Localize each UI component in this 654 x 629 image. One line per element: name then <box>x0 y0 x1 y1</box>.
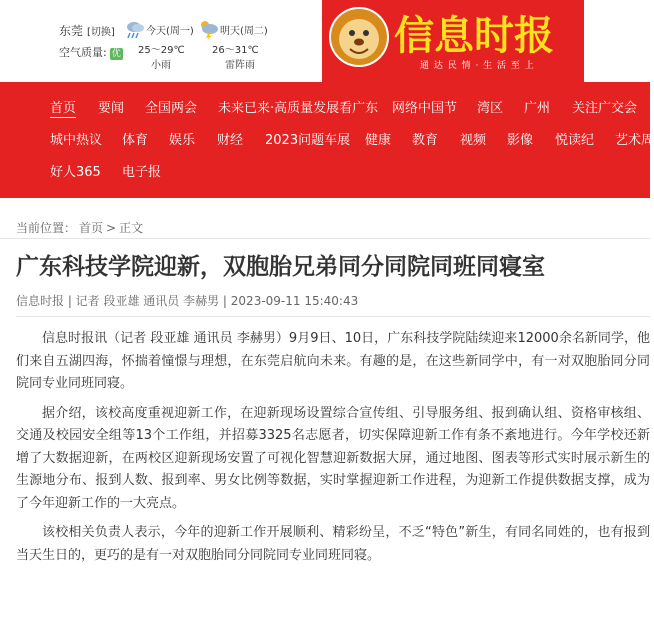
city-name: 东莞 <box>59 24 84 38</box>
site-header <box>0 0 650 82</box>
tomorrow-temp: 26～31℃ <box>212 45 259 56</box>
today-condition: 小雨 <box>151 60 171 71</box>
article-paragraph: 该校相关负责人表示，今年的迎新工作开展顺利、精彩纷呈，不乏“特色”新生，有同名同姓的，也有报到当天生日的，更巧的是有一对双胞胎同分同院同专业同班同寝。 <box>16 525 650 563</box>
nav-item-education[interactable]: 教育 <box>412 133 439 148</box>
article-meta: 信息时报 | 记者 段亚雄 通讯员 李赫男 | 2023-09-11 15:40:43 <box>16 294 359 308</box>
breadcrumb-current: 正文 <box>119 221 144 235</box>
nav-item-sports[interactable]: 体育 <box>122 133 149 148</box>
header-right-blank <box>584 0 650 82</box>
air-quality-badge: 优 <box>111 49 121 59</box>
nav-row-3 <box>0 157 650 189</box>
today-temp: 25～29℃ <box>138 45 185 56</box>
nav-row-2 <box>0 125 654 157</box>
nav-item-good-people[interactable]: 好人365 <box>50 165 101 180</box>
article-paragraph: 据介绍，该校高度重视迎新工作，在迎新现场设置综合宣传组、引导服务组、报到确认组、资格审核组、交通及校园安全组等13个工作组，并招募3325名志愿者，切实保障迎新工作有条不紊地进行。今年学校还新增了大数据迎新，在两校区迎新现场安置了可视化智慧迎新数据大屏，通过地图、图表等形式实时展示新生的生源地分布、报到人数、报到率、男女比例等数据，实时掌握迎新工作进程，为迎新工作提供数据支撑，成为了今年迎新工作的一大亮点。 <box>16 405 650 511</box>
tomorrow-label: 明天(周二) <box>220 26 268 37</box>
nav-item-entertainment[interactable]: 娱乐 <box>169 133 196 148</box>
nav-item-festival[interactable]: 网络中国节 <box>392 101 458 116</box>
nav-item-auto-show[interactable]: 2023问题车展 <box>265 133 351 148</box>
breadcrumb <box>16 219 146 236</box>
nav-item-video[interactable]: 视频 <box>460 133 487 148</box>
breadcrumb-separator: > <box>106 221 117 235</box>
nav-item-future[interactable]: 未来已来·高质量发展看广东 <box>218 101 379 116</box>
today-label: 今天(周一) <box>146 26 194 37</box>
logo-title: 信息时报 <box>394 12 554 59</box>
article-title: 广东科技学院迎新，双胞胎兄弟同分同院同班同寝室 <box>16 254 545 280</box>
nav-item-city-talk[interactable]: 城中热议 <box>50 133 103 148</box>
article-body <box>16 328 650 574</box>
nav-row-1 <box>0 93 650 125</box>
nav-item-photos[interactable]: 影像 <box>507 133 534 148</box>
meta-divider <box>16 316 650 317</box>
nav-item-bay-area[interactable]: 湾区 <box>477 101 504 116</box>
nav-item-headlines[interactable]: 要闻 <box>98 101 125 116</box>
nav-item-guangzhou[interactable]: 广州 <box>524 101 551 116</box>
weather-city <box>59 22 115 39</box>
nav-item-health[interactable]: 健康 <box>365 133 392 148</box>
article-paragraph: 信息时报讯（记者 段亚雄 通讯员 李赫男）9月9日、10日，广东科技学院陆续迎来12000余名新同学，他们来自五湖四海，怀揣着憧憬与理想，在东莞启航向未来。有趣的是，在这些新同学中，有一对双胞胎同分同院同专业同班同寝。 <box>16 331 650 391</box>
nav-item-reading[interactable]: 悦读纪 <box>555 133 595 148</box>
nav-item-two-sessions[interactable]: 全国两会 <box>145 101 198 116</box>
nav-item-e-paper[interactable]: 电子报 <box>122 165 162 180</box>
nav-item-canton-fair[interactable]: 关注广交会 <box>572 101 638 116</box>
site-logo[interactable] <box>322 0 584 82</box>
logo-slogan: 通 达 民 情 · 生 活 至 上 <box>420 61 535 71</box>
air-quality <box>59 44 123 60</box>
breadcrumb-divider <box>0 238 650 239</box>
nav-item-finance[interactable]: 财经 <box>217 133 244 148</box>
weather-widget <box>0 0 322 82</box>
air-quality-label: 空气质量: <box>59 46 107 59</box>
rain-cloud-icon <box>124 19 146 41</box>
breadcrumb-home-link[interactable]: 首页 <box>79 221 104 235</box>
city-switch-link[interactable]: [切换] <box>87 27 115 38</box>
tomorrow-condition: 雷阵雨 <box>225 60 255 71</box>
nav-item-home[interactable]: 首页 <box>50 101 77 116</box>
breadcrumb-label: 当前位置： <box>16 221 77 235</box>
lion-head-logo-icon <box>328 4 390 70</box>
main-nav <box>0 82 654 198</box>
nav-item-art-week[interactable]: 艺术周 <box>615 133 654 148</box>
thunder-cloud-icon <box>198 19 220 41</box>
